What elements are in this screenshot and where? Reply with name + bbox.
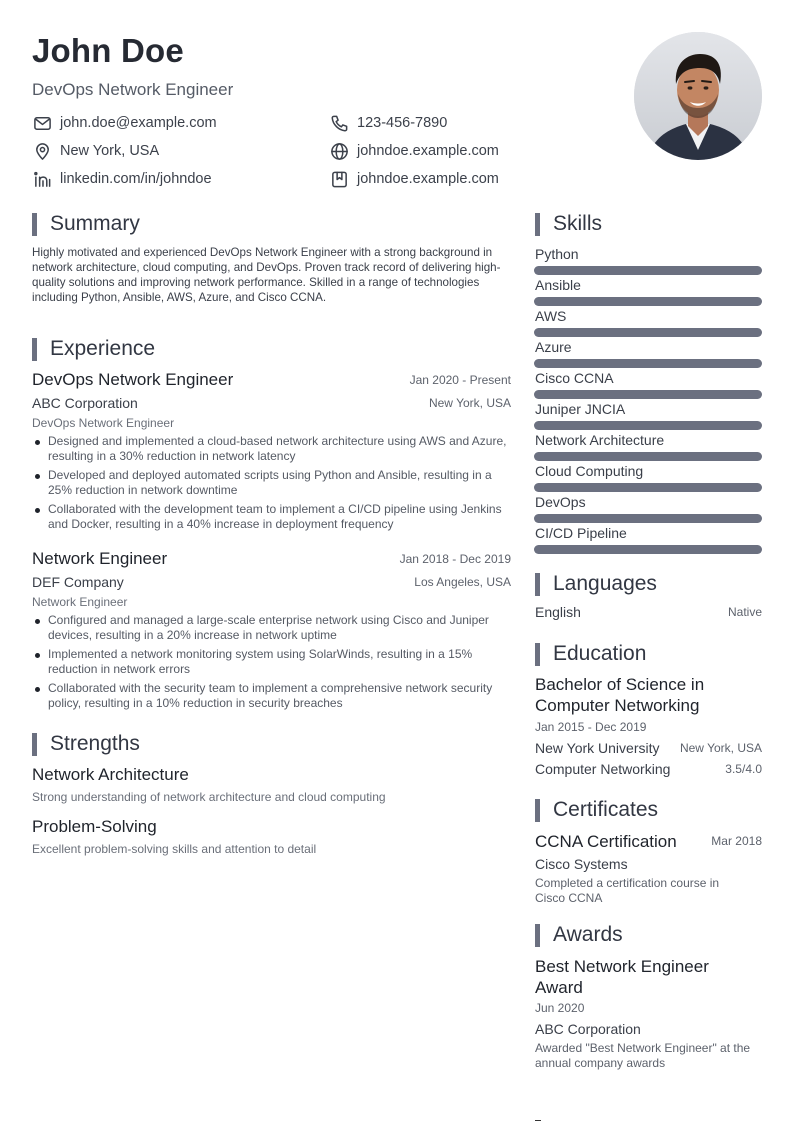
language-name: English bbox=[535, 604, 581, 620]
job-role: DevOps Network Engineer bbox=[32, 416, 175, 430]
job-title: DevOps Network Engineer bbox=[32, 370, 234, 389]
section-accent-bar bbox=[535, 799, 540, 822]
section-header-languages bbox=[535, 572, 657, 596]
skill-name: Cisco CCNA bbox=[535, 370, 614, 386]
bookmark-icon bbox=[329, 169, 349, 189]
award-date: Jun 2020 bbox=[535, 1001, 585, 1015]
summary-text: Highly motivated and experienced DevOps Network Engineer with a strong background in network architecture, cloud computing, and DevOps. Proven track record of delivering high-quality solutions and improving network performance. Skilled in a range of technologies including Python, Ansible, AWS, Azure, and Cisco CCNA. bbox=[32, 246, 501, 304]
job-role: Network Engineer bbox=[32, 595, 128, 609]
award-issuer: ABC Corporation bbox=[535, 1021, 641, 1037]
skill-level-bar bbox=[534, 359, 762, 368]
section-header-skills bbox=[535, 212, 602, 236]
section-title: Awards bbox=[553, 923, 623, 946]
skill-level-bar bbox=[534, 545, 762, 554]
section-title: Education bbox=[553, 642, 647, 665]
candidate-name: John Doe bbox=[32, 32, 184, 69]
skill-level-bar bbox=[534, 390, 762, 399]
education-date: Jan 2015 - Dec 2019 bbox=[535, 720, 647, 734]
linkedin-icon bbox=[32, 169, 52, 189]
award-title: Best Network Engineer Award bbox=[535, 957, 709, 997]
list-item: Collaborated with the security team to implement a comprehensive network security policy, resulting in a 10% reduction in security breaches bbox=[32, 681, 512, 711]
skill-level-bar bbox=[534, 266, 762, 275]
section-title: Experience bbox=[50, 337, 156, 360]
section-header-education bbox=[535, 642, 646, 666]
education-gpa: 3.5/4.0 bbox=[725, 762, 762, 776]
job-bullets bbox=[32, 613, 512, 715]
section-accent-bar bbox=[535, 924, 540, 947]
job-company: ABC Corporation bbox=[32, 395, 138, 411]
section-title: Skills bbox=[553, 212, 603, 235]
strength-desc: Excellent problem-solving skills and attention to detail bbox=[32, 842, 317, 856]
list-item: Implemented a network monitoring system using SolarWinds, resulting in a 15% reduction in network errors bbox=[32, 647, 512, 677]
section-accent-bar bbox=[32, 733, 37, 756]
section-header-experience bbox=[32, 337, 155, 361]
skill-level-bar bbox=[534, 421, 762, 430]
skill-level-bar bbox=[534, 483, 762, 492]
skill-name: Juniper JNCIA bbox=[535, 401, 626, 417]
education-degree: Bachelor of Science in Computer Networking bbox=[535, 675, 705, 715]
footer-mark bbox=[535, 1120, 541, 1121]
job-date: Jan 2018 - Dec 2019 bbox=[399, 552, 511, 566]
list-item: Developed and deployed automated scripts using Python and Ansible, resulting in a 25% reduction in network downtime bbox=[32, 468, 512, 498]
contact-portfolio[interactable] bbox=[329, 168, 499, 190]
list-item: Configured and managed a large-scale enterprise network using Cisco and Juniper devices, resulting in a 20% increase in network uptime bbox=[32, 613, 512, 643]
section-title: Strengths bbox=[50, 732, 140, 755]
avatar bbox=[634, 32, 762, 160]
education-school: New York University bbox=[535, 740, 660, 756]
skill-name: Ansible bbox=[535, 277, 581, 293]
contact-phone[interactable] bbox=[329, 112, 447, 134]
contact-website-text: johndoe.example.com bbox=[357, 143, 499, 159]
language-level: Native bbox=[727, 605, 762, 619]
job-company: DEF Company bbox=[32, 574, 124, 590]
contact-email[interactable] bbox=[32, 112, 217, 134]
contact-portfolio-text: johndoe.example.com bbox=[357, 171, 499, 187]
contact-website[interactable] bbox=[329, 140, 499, 162]
skill-name: Azure bbox=[535, 339, 572, 355]
education-field: Computer Networking bbox=[535, 761, 671, 777]
section-accent-bar bbox=[32, 338, 37, 361]
job-title: Network Engineer bbox=[32, 549, 168, 568]
education-location: New York, USA bbox=[679, 741, 762, 755]
skill-name: Network Architecture bbox=[535, 432, 665, 448]
section-title: Languages bbox=[553, 572, 657, 595]
skill-name: Python bbox=[535, 246, 579, 262]
job-date: Jan 2020 - Present bbox=[409, 373, 511, 387]
section-header-certificates bbox=[535, 798, 658, 822]
skill-name: CI/CD Pipeline bbox=[535, 525, 627, 541]
job-location: New York, USA bbox=[428, 396, 511, 410]
skill-level-bar bbox=[534, 297, 762, 306]
contact-location-text: New York, USA bbox=[60, 143, 160, 159]
strength-title: Problem-Solving bbox=[32, 817, 157, 836]
contact-location bbox=[32, 140, 159, 162]
skill-name: AWS bbox=[535, 308, 567, 324]
skill-level-bar bbox=[534, 452, 762, 461]
certificate-title: CCNA Certification bbox=[535, 832, 677, 851]
phone-icon bbox=[329, 113, 349, 133]
skill-name: DevOps bbox=[535, 494, 586, 510]
job-location: Los Angeles, USA bbox=[414, 575, 511, 589]
contact-linkedin[interactable] bbox=[32, 168, 212, 190]
skill-name: Cloud Computing bbox=[535, 463, 644, 479]
location-pin-icon bbox=[32, 141, 52, 161]
section-title: Summary bbox=[50, 212, 140, 235]
contact-phone-text: 123-456-7890 bbox=[357, 115, 448, 131]
contact-linkedin-text: linkedin.com/in/johndoe bbox=[60, 171, 212, 187]
section-header-strengths bbox=[32, 732, 140, 756]
contact-email-text: john.doe@example.com bbox=[60, 115, 217, 131]
section-header-summary bbox=[32, 212, 140, 236]
list-item: Designed and implemented a cloud-based network architecture using AWS and Azure, resulting in a 30% reduction in network latency bbox=[32, 434, 512, 464]
strength-title: Network Architecture bbox=[32, 765, 189, 784]
skill-level-bar bbox=[534, 514, 762, 523]
award-desc: Awarded "Best Network Engineer" at the annual company awards bbox=[535, 1041, 751, 1070]
certificate-date: Mar 2018 bbox=[711, 834, 762, 848]
section-title: Certificates bbox=[553, 798, 659, 821]
list-item: Collaborated with the development team to implement a CI/CD pipeline using Jenkins and Docker, resulting in a 40% increase in deployment frequency bbox=[32, 502, 512, 532]
mail-icon bbox=[32, 113, 52, 133]
job-bullets bbox=[32, 434, 512, 536]
certificate-desc: Completed a certification course in Cisco CCNA bbox=[535, 876, 720, 905]
candidate-title: DevOps Network Engineer bbox=[32, 80, 234, 99]
section-header-awards bbox=[535, 923, 623, 947]
certificate-issuer: Cisco Systems bbox=[535, 856, 628, 872]
section-accent-bar bbox=[32, 213, 37, 236]
section-accent-bar bbox=[535, 213, 540, 236]
strength-desc: Strong understanding of network architecture and cloud computing bbox=[32, 790, 386, 804]
skill-level-bar bbox=[534, 328, 762, 337]
section-accent-bar bbox=[535, 573, 540, 596]
section-accent-bar bbox=[535, 643, 540, 666]
globe-icon bbox=[329, 141, 349, 161]
